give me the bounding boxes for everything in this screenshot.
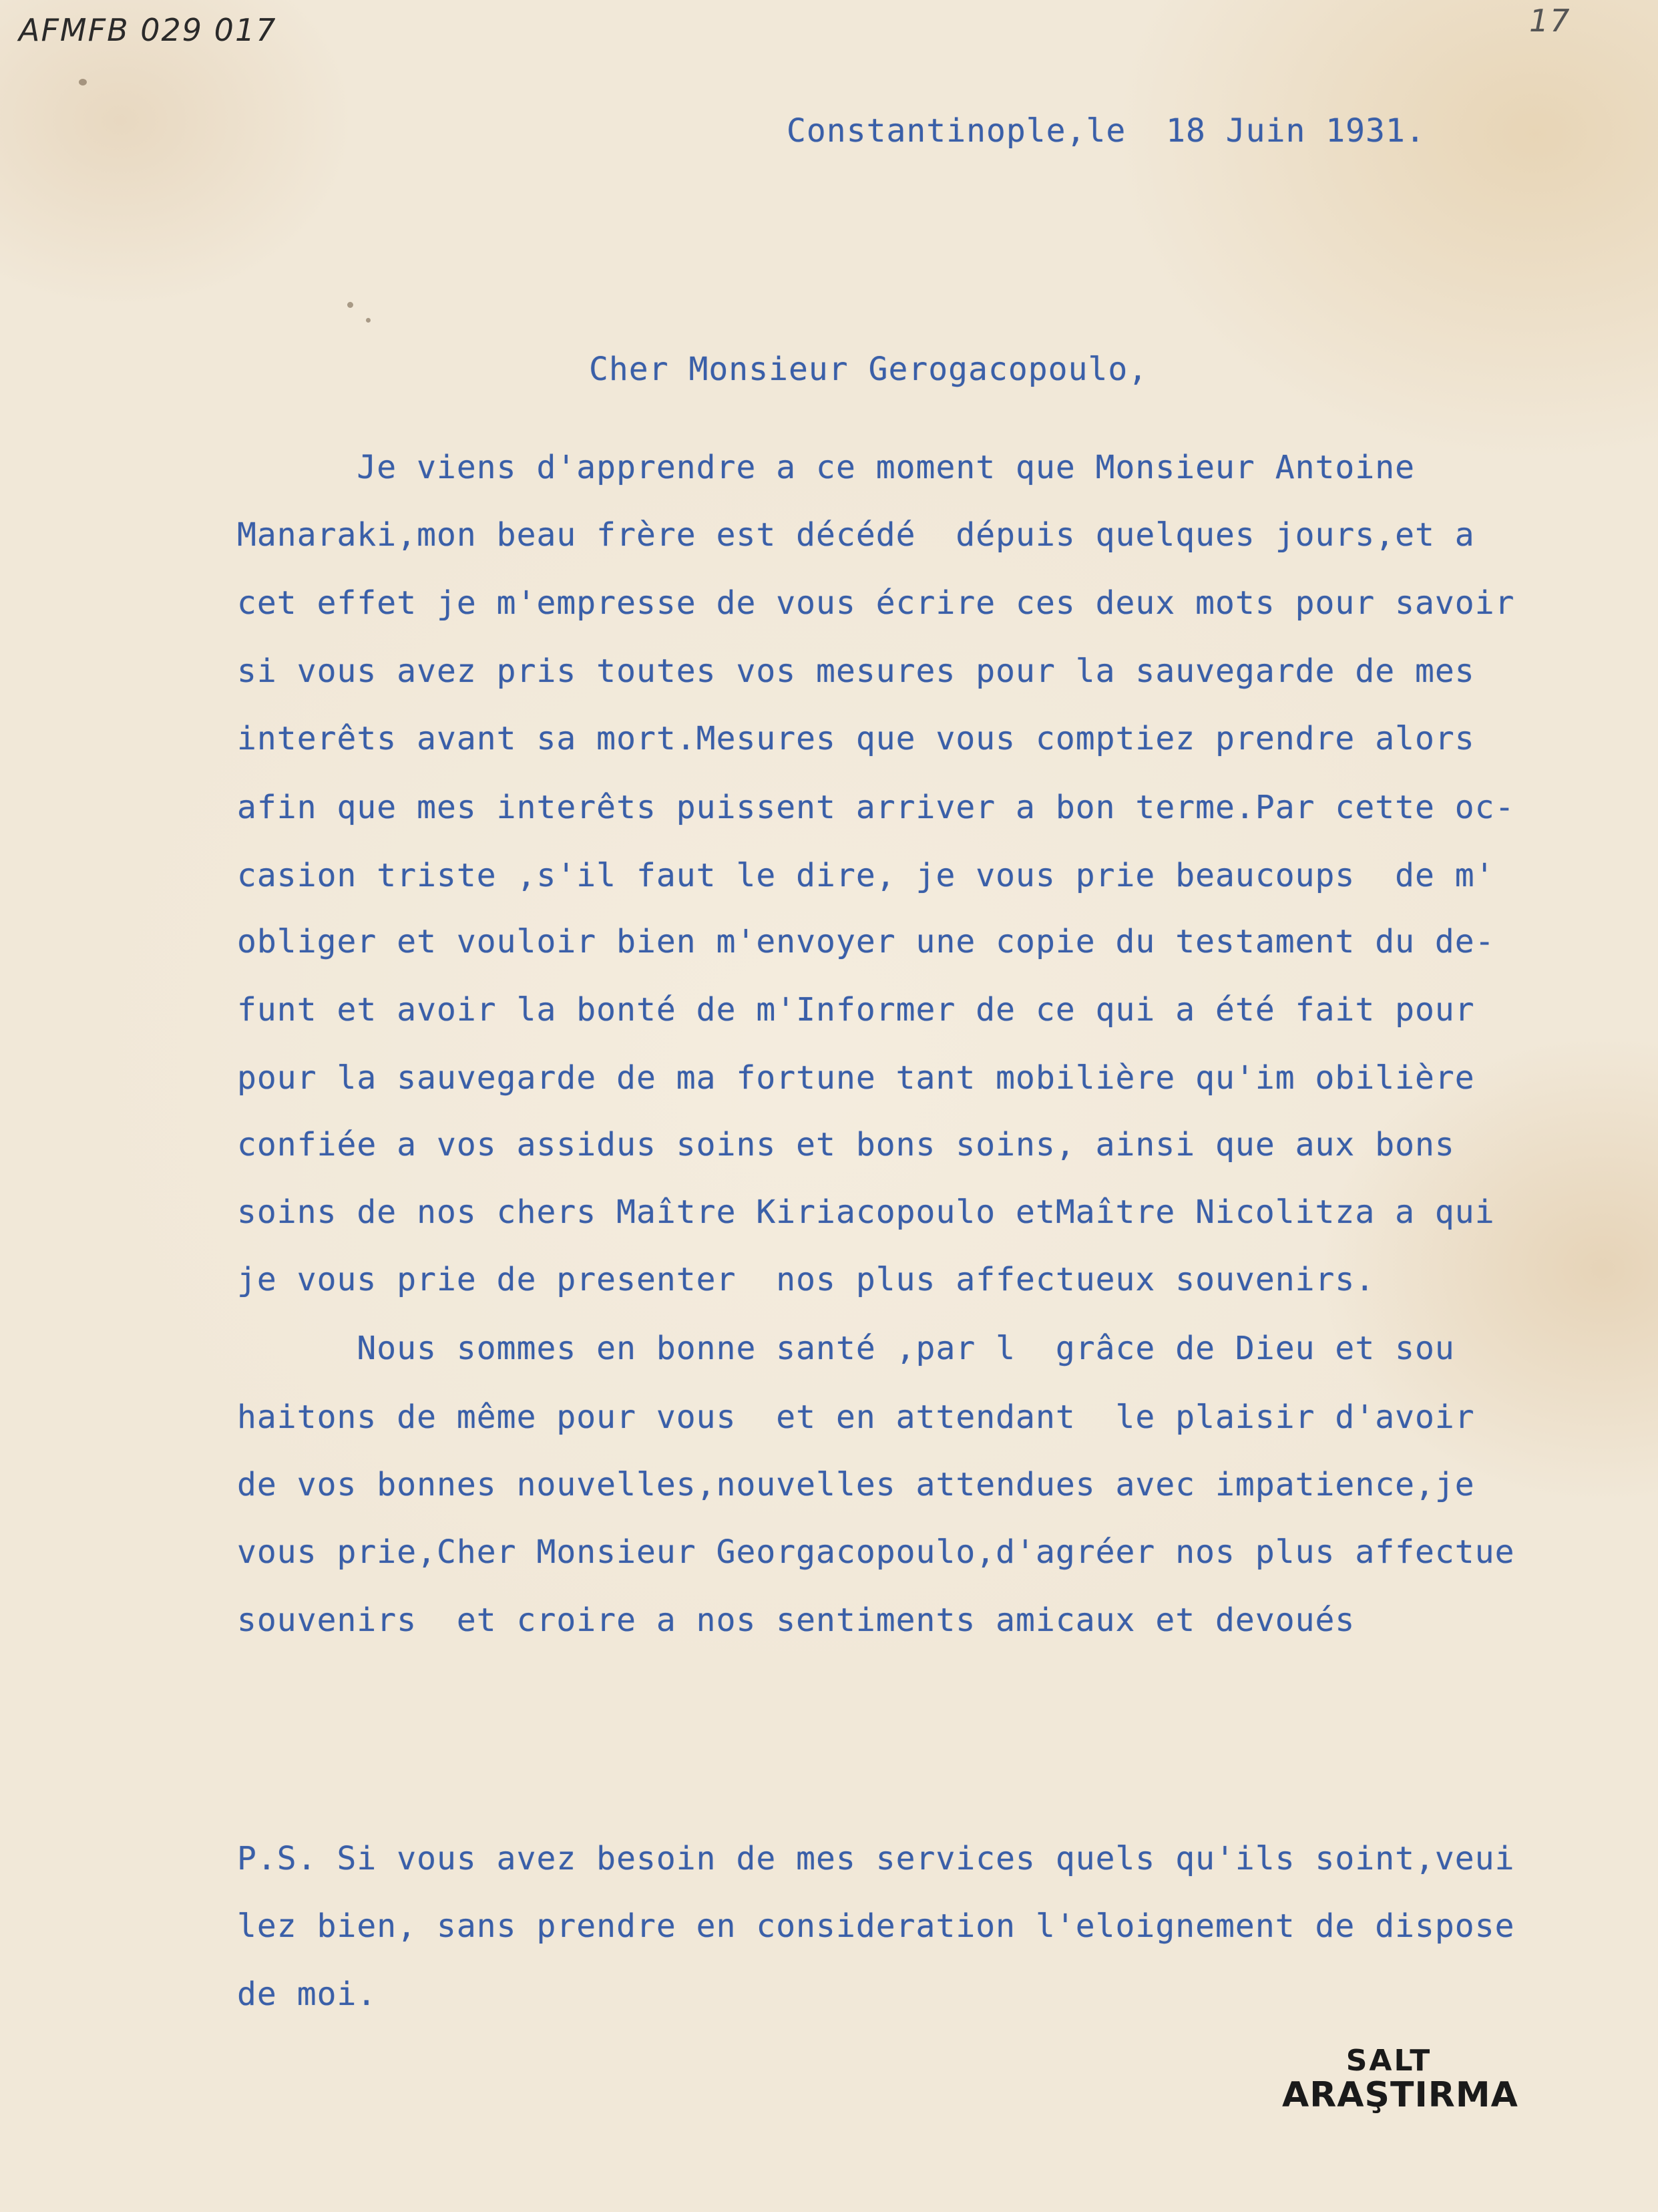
body-line: soins de nos chers Maître Kiriacopoulo etMaître Nicolitza a qui: [237, 1193, 1495, 1231]
page-number: 17: [1529, 3, 1571, 39]
body-line: Nous sommes en bonne santé ,par l grâce de Dieu et sou: [237, 1330, 1455, 1367]
ps-line: lez bien, sans prendre en consideration l'eloignement de dispose: [237, 1907, 1515, 1945]
body-line: de vos bonnes nouvelles,nouvelles attendues avec impatience,je: [237, 1466, 1475, 1503]
body-line: Manaraki,mon beau frère est décédé dépuis quelques jours,et a: [237, 516, 1475, 554]
body-line: pour la sauvegarde de ma fortune tant mobilière qu'im obilière: [237, 1059, 1475, 1097]
body-line: je vous prie de presenter nos plus affectueux souvenirs.: [237, 1261, 1376, 1298]
ps-line: de moi.: [237, 1976, 377, 2013]
ps-line: P.S. Si vous avez besoin de mes services quels qu'ils soint,veui: [237, 1840, 1515, 1877]
body-line: afin que mes interêts puissent arriver a bon terme.Par cette oc-: [237, 789, 1515, 826]
body-line: vous prie,Cher Monsieur Georgacopoulo,d'agréer nos plus affectue: [237, 1533, 1515, 1571]
archive-reference: AFMFB 029 017: [19, 12, 277, 48]
date-line: Constantinople,le 18 Juin 1931.: [787, 112, 1426, 150]
salutation: Cher Monsieur Gerogacopoulo,: [589, 351, 1149, 388]
body-line: Je viens d'apprendre a ce moment que Monsieur Antoine: [237, 449, 1416, 486]
body-line: haitons de même pour vous et en attendant le plaisir d'avoir: [237, 1399, 1475, 1436]
stamp-line-2: ARAŞTIRMA: [1282, 2075, 1518, 2115]
body-line: casion triste ,s'il faut le dire, je vous prie beaucoups de m': [237, 857, 1495, 894]
ink-speck: [79, 79, 87, 85]
ink-speck: [347, 302, 353, 308]
body-line: confiée a vos assidus soins et bons soins, ainsi que aux bons: [237, 1126, 1455, 1163]
ink-speck: [366, 318, 371, 323]
body-line: cet effet je m'empresse de vous écrire ces deux mots pour savoir: [237, 584, 1515, 622]
body-line: funt et avoir la bonté de m'Informer de ce qui a été fait pour: [237, 991, 1475, 1029]
body-line: obliger et vouloir bien m'envoyer une copie du testament du de-: [237, 923, 1495, 960]
salt-arastirma-stamp: [1282, 2044, 1518, 2115]
stamp-line-1: SALT: [1345, 2044, 1432, 2078]
body-line: souvenirs et croire a nos sentiments amicaux et devoués: [237, 1602, 1356, 1639]
body-line: interêts avant sa mort.Mesures que vous comptiez prendre alors: [237, 720, 1475, 757]
body-line: si vous avez pris toutes vos mesures pour la sauvegarde de mes: [237, 653, 1475, 690]
